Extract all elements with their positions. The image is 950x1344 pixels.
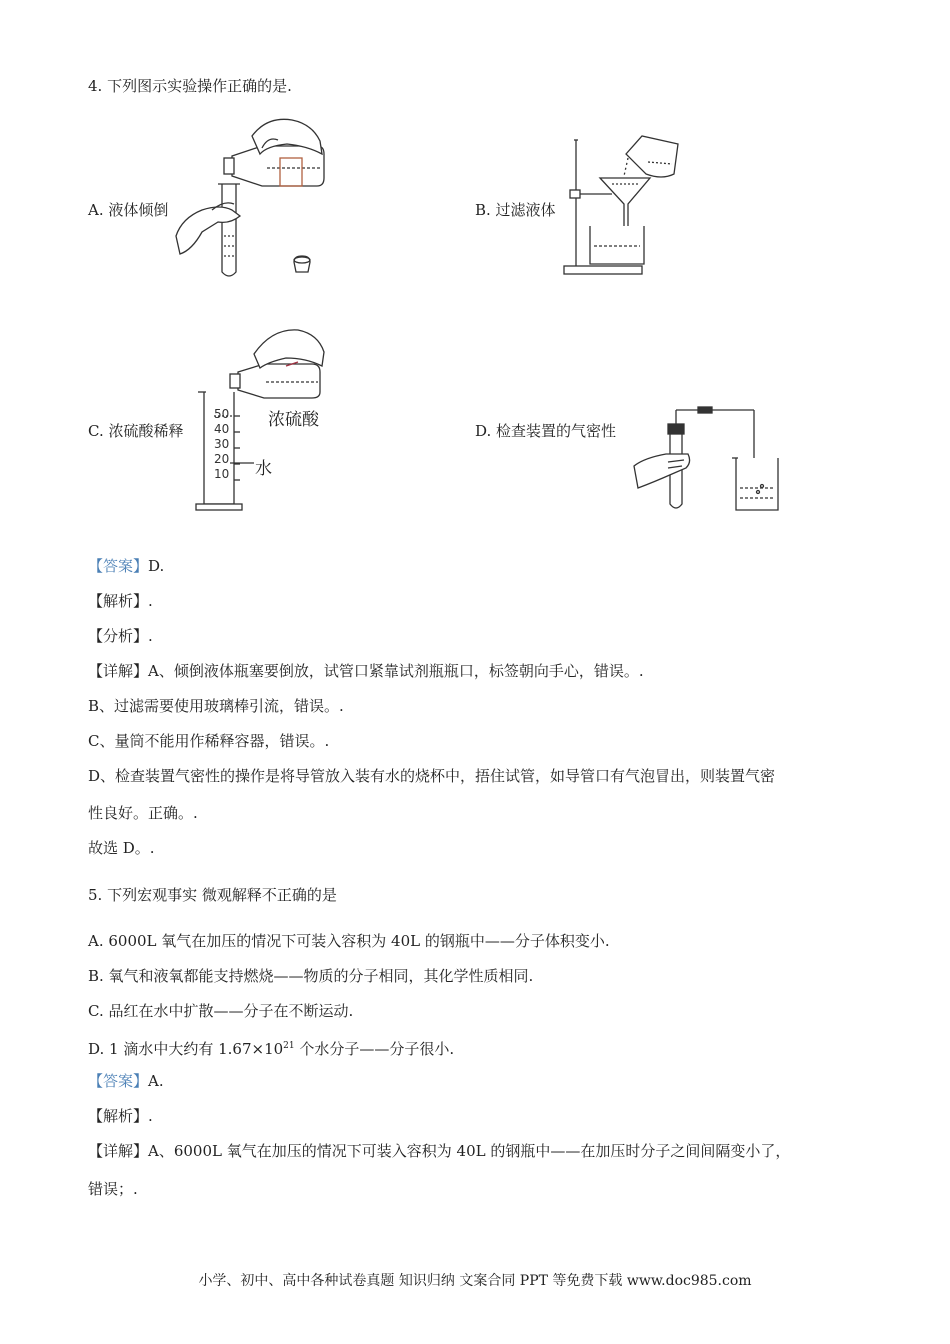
q4-stem: 4. 下列图示实验操作正确的是. [88, 77, 292, 95]
q5-stem: 5. 下列宏观事实 微观解释不正确的是 [88, 886, 337, 904]
detail-bracket: 【详解】 [88, 662, 149, 680]
q5-detail-a1 [88, 1141, 790, 1161]
option-d-text: D. 1 滴水中大约有 1.67×10 [88, 1040, 284, 1058]
detail-text: A、6000L 氧气在加压的情况下可装入容积为 40L 的钢瓶中——在加压时分子之间间隔变小了， [148, 1142, 791, 1160]
water-label: 水 [255, 459, 272, 479]
acid-label: 浓硫酸 [268, 410, 319, 430]
tick-label: 50 [214, 407, 230, 421]
answer-value: D. [148, 557, 165, 575]
airtightness-figure [632, 402, 780, 514]
q4-option-b: B. 过滤液体 [475, 201, 556, 219]
detail-bracket: 【详解】 [88, 1142, 149, 1160]
cylinder-tick-labels [214, 407, 229, 482]
q4-detail-d1: D、检查装置气密性的操作是将导管放入装有水的烧杯中，捂住试管，如导管口有气泡冒出，则装置气密 [88, 767, 776, 785]
detail-text: A、倾倒液体瓶塞要倒放，试管口紧靠试剂瓶瓶口，标签朝向手心，错误。. [148, 662, 644, 680]
q5-jiexi: 【解析】. [88, 1107, 153, 1125]
option-d-text-end: 个水分子——分子很小. [294, 1040, 455, 1058]
q4-option-a: A. 液体倾倒 [88, 201, 169, 219]
q4-option-c: C. 浓硫酸稀释 [88, 422, 184, 440]
q4-conclusion: 故选 D。. [88, 839, 155, 857]
q4-fenxi: 【分析】. [88, 627, 153, 645]
q4-detail-d2: 性良好。正确。. [88, 804, 198, 822]
q5-option-d [88, 1036, 454, 1059]
q4-option-d: D. 检查装置的气密性 [475, 422, 617, 440]
exponent: 21 [283, 1041, 295, 1051]
q5-detail-a2: 错误；. [88, 1180, 138, 1198]
liquid-pouring-figure [172, 106, 337, 282]
q4-jiexi: 【解析】. [88, 592, 153, 610]
q5-option-b: B. 氧气和液氧都能支持燃烧——物质的分子相同，其化学性质相同. [88, 967, 534, 985]
q4-detail-c: C、量筒不能用作稀释容器，错误。. [88, 732, 330, 750]
answer-bracket: 【答案】 [88, 557, 149, 575]
q4-detail-a [88, 661, 644, 681]
tick-label: 30 [214, 437, 230, 451]
tick-label: 20 [214, 452, 230, 466]
tick-label: 40 [214, 422, 230, 436]
q4-detail-b: B、过滤需要使用玻璃棒引流，错误。. [88, 697, 344, 715]
page-footer: 小学、初中、高中各种试卷真题 知识归纳 文案合同 PPT 等免费下载 www.doc985.com [198, 1273, 752, 1289]
q5-option-a: A. 6000L 氧气在加压的情况下可装入容积为 40L 的钢瓶中——分子体积变小. [88, 932, 610, 950]
q4-answer [88, 556, 164, 576]
answer-value: A. [148, 1072, 164, 1090]
q5-option-c: C. 品红在水中扩散——分子在不断运动. [88, 1002, 354, 1020]
q5-answer [88, 1071, 164, 1091]
tick-label: 10 [214, 467, 230, 481]
filtration-figure [562, 134, 682, 278]
answer-bracket: 【答案】 [88, 1072, 149, 1090]
